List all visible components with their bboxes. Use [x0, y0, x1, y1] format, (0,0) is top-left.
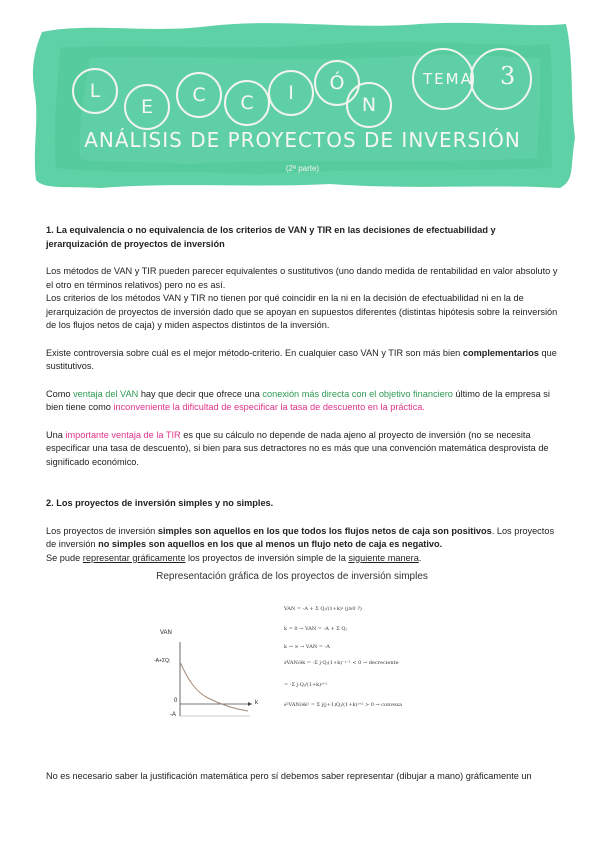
footer-paragraph: No es necesario saber la justificación matemática pero sí debemos saber representar (dibujar a mano) gráficamente un: [46, 771, 532, 781]
lesson-title: ANÁLISIS DE PROYECTOS DE INVERSIÓN: [84, 128, 521, 152]
figure-title: Representación gráfica de los proyectos de inversión simples: [156, 571, 428, 582]
paragraph: Los criterios de los métodos VAN y TIR no tienen por qué coincidir en la ni en la decisión de efectuabilidad ni en la de jerarquización de proyectos de inversión dado que se apoyan en supuestos diferentes (distintas hipótesis sobre la reinversión de los flujos netos de caja) y miden aspectos distintos de la inversión.: [46, 293, 558, 330]
paragraph: Los métodos de VAN y TIR pueden parecer equivalentes o sustitutivos (uno dando medida de rentabilidad en valor absoluto y el otro en términos relativos) pero no es así.: [46, 266, 558, 290]
document-body: [46, 224, 558, 565]
sum-label: -A+ΣQⱼ: [154, 658, 170, 664]
letter-ring: I: [268, 70, 314, 116]
letter-ring: Ó: [314, 60, 360, 106]
x-axis-label: k: [255, 700, 258, 706]
paragraph: Una importante ventaja de la TIR es que su cálculo no depende de nada ajeno al proyecto de inversión (no se necesita especificar una tasa de descuento), si bien para sus detractores no es más que una convención matemática desprovista de significado económico.: [46, 429, 549, 467]
formula: = -Σ j·Qⱼ/(1+k)ʲ⁺¹: [284, 682, 328, 688]
paragraph: Existe controversia sobre cuál es el mejor método-criterio. En cualquier caso VAN y TIR son más bien complementarios que sustitutivos.: [46, 347, 557, 371]
y-axis-label: VAN: [160, 630, 172, 636]
tema-number: 3: [500, 62, 516, 90]
formula: k → ∞ → VAN = -A: [284, 644, 330, 650]
letter-ring: C: [224, 80, 270, 126]
lesson-header: [30, 18, 575, 190]
van-graph-figure: [152, 570, 442, 725]
section-1-heading: 1. La equivalencia o no equivalencia de los criterios de VAN y TIR en las decisiones de efectuabilidad y jerarquización de proyectos de inversión: [46, 225, 496, 249]
origin-label: 0: [174, 698, 178, 704]
lesson-subtitle: (2ª parte): [285, 164, 320, 173]
minus-a-label: -A: [170, 712, 176, 718]
letter-ring: E: [124, 84, 170, 130]
formula: ∂²VAN/∂k² = Σ j(j+1)Qⱼ/(1+k)ʲ⁺² > 0 → convexa: [284, 702, 402, 708]
section-2-heading: 2. Los proyectos de inversión simples y no simples.: [46, 498, 274, 508]
paragraph: Los proyectos de inversión simples son aquellos en los que todos los flujos netos de caja son positivos. Los proyectos de inversión no simples son aquellos en los que al menos un flujo neto de caja es negativo.: [46, 525, 555, 549]
tema-label: TEMA: [423, 70, 473, 88]
formula: ∂VAN/∂k = -Σ j·Qⱼ(1+k)⁻ʲ⁻¹ < 0 → decreciente: [284, 660, 399, 666]
formula: k = 0 → VAN = -A + Σ Qⱼ: [284, 626, 347, 632]
paragraph: Como ventaja del VAN hay que decir que ofrece una conexión más directa con el objetivo financiero último de la empresa si bien tiene como inconveniente la dificultad de especificar la tasa de descuento en la práctica.: [46, 388, 550, 412]
formula: VAN = -A + Σ Qⱼ/(1+k)ʲ (j≥0 ?): [284, 606, 362, 612]
letter-ring: L: [72, 68, 118, 114]
paragraph: Se pude representar gráficamente los proyectos de inversión simple de la siguiente manera.: [46, 552, 422, 563]
letter-ring: C: [176, 72, 222, 118]
letter-ring: N: [346, 82, 392, 128]
